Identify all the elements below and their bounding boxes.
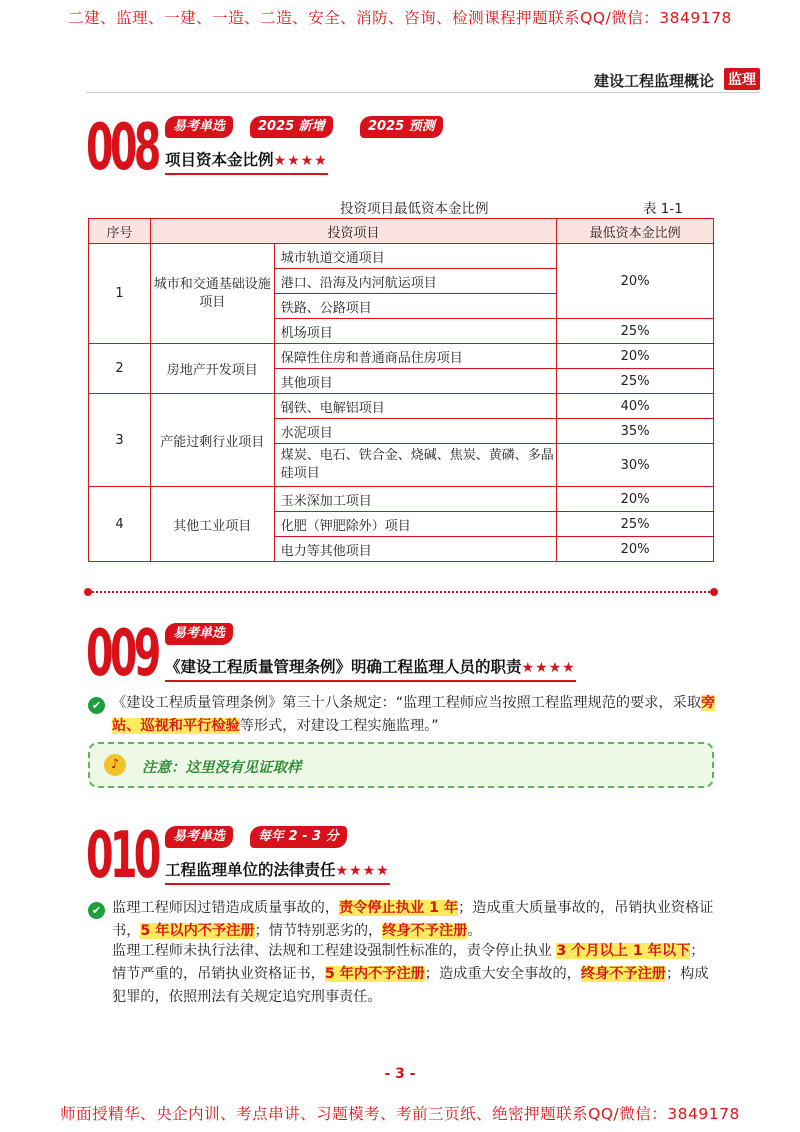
section-number-008: 008: [86, 111, 158, 185]
table-row: [89, 344, 714, 369]
badge-2025-predict: 2025 预测: [360, 116, 443, 138]
page-number: - 3 -: [384, 1066, 416, 1082]
row-category: 房地产开发项目: [150, 344, 274, 394]
section-title-009: [165, 655, 576, 682]
row-project: 化肥（钾肥除外）项目: [274, 512, 557, 537]
section-title-text: 《建设工程质量管理条例》明确工程监理人员的职责: [165, 658, 522, 676]
bell-icon: ♪: [104, 754, 126, 776]
table-row: [89, 487, 714, 512]
row-ratio: 25%: [557, 369, 714, 394]
row-ratio: 20%: [557, 344, 714, 369]
section-divider: [88, 591, 714, 593]
badge-yearly-score: 每年 2 - 3 分: [250, 826, 347, 848]
header-ratio: 最低资本金比例: [557, 219, 714, 244]
row-ratio: 35%: [557, 419, 714, 444]
body-text: 《建设工程质量管理条例》第三十八条规定：“监理工程师应当按照工程监理规范的要求，采取: [112, 695, 702, 711]
row-ratio: 20%: [557, 537, 714, 562]
row-project: 玉米深加工项目: [274, 487, 557, 512]
section-title-008: [165, 148, 328, 175]
body-text: 。: [467, 923, 482, 939]
row-project: 水泥项目: [274, 419, 557, 444]
body-text: ；情节严重的，吊销执业资格证书，: [112, 943, 705, 982]
row-category: 城市和交通基础设施项目: [150, 244, 274, 344]
badge-easy-single: 易考单选: [165, 826, 233, 848]
badge-easy-single: 易考单选: [165, 116, 233, 138]
row-project: 港口、沿海及内河航运项目: [274, 269, 557, 294]
section-title-text: 工程监理单位的法律责任: [165, 861, 336, 879]
header-no: 序号: [89, 219, 151, 244]
row-project: 铁路、公路项目: [274, 294, 557, 319]
section-number-009: 009: [86, 617, 158, 691]
row-no: 2: [89, 344, 151, 394]
section-title-text: 项目资本金比例: [165, 151, 274, 169]
section-number-010: 010: [86, 819, 158, 893]
section-010-body-1: [112, 897, 718, 943]
row-ratio: 40%: [557, 394, 714, 419]
body-text: ；情节特别恶劣的，: [254, 923, 383, 939]
body-text: 监理工程师因过错造成质量事故的，: [112, 900, 340, 916]
section-009-body: [112, 692, 718, 738]
row-no: 4: [89, 487, 151, 562]
row-project: 电力等其他项目: [274, 537, 557, 562]
row-ratio: 20%: [557, 244, 714, 319]
row-category: 其他工业项目: [150, 487, 274, 562]
row-no: 3: [89, 394, 151, 487]
row-project: 机场项目: [274, 319, 557, 344]
highlight-text: 5 年内不予注册: [324, 966, 425, 982]
highlight-text: 3 个月以上 1 年以下: [556, 943, 691, 959]
badge-2025-new: 2025 新增: [250, 116, 333, 138]
importance-stars: ★★★★: [521, 660, 576, 676]
check-icon: ✔: [88, 697, 105, 714]
table-label: 表 1-1: [643, 201, 683, 217]
highlight-text: 旁站、巡视和平行检验: [112, 695, 716, 734]
body-text: 等形式，对建设工程实施监理。”: [239, 718, 439, 734]
row-project: 保障性住房和普通商品住房项目: [274, 344, 557, 369]
body-text: ；造成重大质量事故的，吊销执业资格证书，: [112, 900, 714, 939]
table-row: [89, 394, 714, 419]
highlight-text: 终身不予注册: [580, 966, 666, 982]
capital-ratio-table: [88, 218, 714, 562]
row-category: 产能过剩行业项目: [150, 394, 274, 487]
highlight-text: 责令停止执业 1 年: [339, 900, 459, 916]
row-project: 煤炭、电石、铁合金、烧碱、焦炭、黄磷、多晶硅项目: [274, 444, 557, 487]
row-ratio: 25%: [557, 319, 714, 344]
row-project: 其他项目: [274, 369, 557, 394]
row-no: 1: [89, 244, 151, 344]
row-ratio: 25%: [557, 512, 714, 537]
book-title: 建设工程监理概论: [593, 72, 714, 90]
check-icon: ✔: [88, 902, 105, 919]
highlight-text: 终身不予注册: [382, 923, 468, 939]
note-box: [88, 742, 714, 788]
header-project: 投资项目: [150, 219, 556, 244]
note-text: 注意：这里没有见证取样: [142, 760, 302, 776]
row-project: 钢铁、电解铝项目: [274, 394, 557, 419]
table-row: [89, 244, 714, 269]
badge-easy-single: 易考单选: [165, 623, 233, 645]
top-banner: 二建、监理、一建、一造、二造、安全、消防、咨询、检测课程押题联系QQ/微信：3849178: [68, 9, 732, 27]
row-project: 城市轨道交通项目: [274, 244, 557, 269]
table-header-row: [89, 219, 714, 244]
highlight-text: 5 年以内不予注册: [140, 923, 255, 939]
row-ratio: 20%: [557, 487, 714, 512]
row-ratio: 30%: [557, 444, 714, 487]
importance-stars: ★★★★: [335, 863, 390, 879]
section-title-010: [165, 858, 390, 885]
body-text: ；造成重大安全事故的，: [424, 966, 581, 982]
importance-stars: ★★★★: [273, 153, 328, 169]
table-caption: 投资项目最低资本金比例: [340, 201, 489, 217]
section-010-body-2: [112, 940, 718, 1009]
subject-tag: 监理: [724, 68, 760, 90]
body-text: 监理工程师未执行法律、法规和工程建设强制性标准的，责令停止执业: [112, 943, 557, 959]
bottom-banner: 师面授精华、央企内训、考点串讲、习题模考、考前三页纸、绝密押题联系QQ/微信：3849178: [60, 1105, 740, 1123]
body-text: ；构成犯罪的，依照刑法有关规定追究刑事责任。: [112, 966, 709, 1005]
header-divider: [86, 92, 760, 93]
